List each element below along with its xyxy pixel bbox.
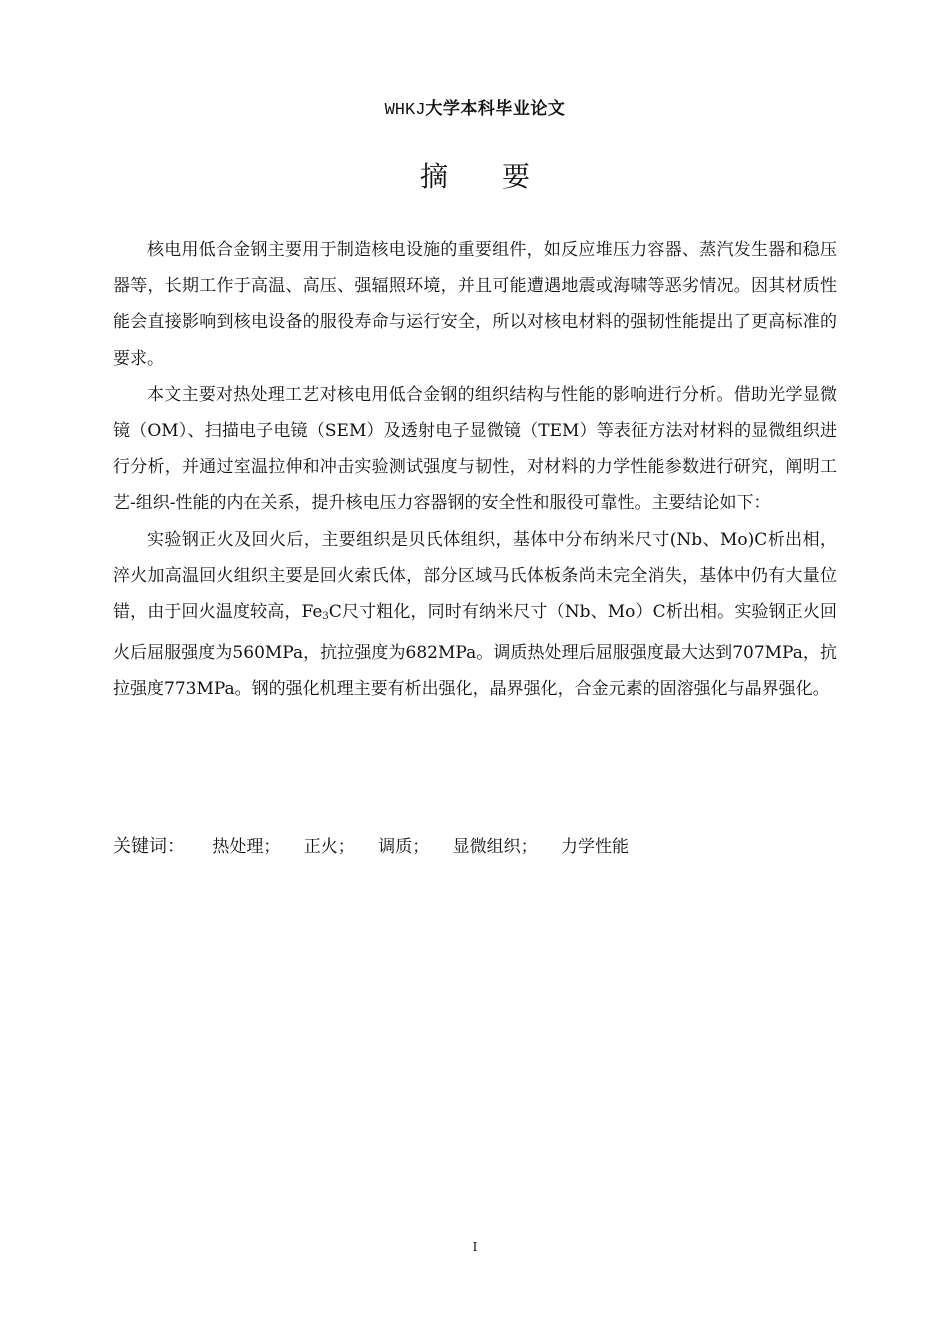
paragraph-1: 核电用低合金钢主要用于制造核电设施的重要组件，如反应堆压力容器、蒸汽发生器和稳压器等，长期工作于高温、高压、强辐照环境，并且可能遭遇地震或海啸等恶劣情况。因其材质性能会直接影响到核电设备的服役寿命与运行安全，所以对核电材料的强韧性能提出了更高标准的要求。 (113, 240, 837, 369)
paragraph-2: 本文主要对热处理工艺对核电用低合金钢的组织结构与性能的影响进行分析。借助光学显微镜（OM）、扫描电子电镜（SEM）及透射电子显微镜（TEM）等表征方法对材料的显微组织进行分析，并通过室温拉伸和冲击实验测试强度与韧性，对材料的力学性能参数进行研究，阐明工艺-组织-性能的内在关系，提升核电压力容器钢的安全性和服役可靠性。主要结论如下： (113, 384, 837, 514)
keyword-item: 调质； (378, 837, 430, 857)
document-header (0, 94, 950, 120)
keyword-item: 热处理； (212, 837, 281, 857)
keyword-item: 力学性能 (561, 837, 630, 857)
keywords-line (113, 832, 837, 862)
paragraph-3 (113, 522, 837, 708)
keywords-label: 关键词： (113, 836, 185, 857)
header-school: 大学本科毕业论文 (425, 99, 566, 119)
keyword-item: 显微组织； (452, 837, 538, 857)
paragraph-3-part-b: C尺寸粗化，同时有纳米尺寸（Nb、Mo）C析出相。实验钢正火回火后屈服强度为560MPa，抗拉强度为682MPa。调质热处理后屈服强度最大达到707MPa，抗拉强度773MPa。钢的强化机理主要有析出强化，晶界强化，合金元素的固溶强化与晶界强化。 (113, 602, 837, 700)
paragraph-3-subscript: 3 (322, 611, 329, 623)
keyword-item: 正火； (303, 837, 355, 857)
title-char-1: 摘 (419, 160, 448, 193)
paragraph-3-part-a: 实验钢正火及回火后，主要组织是贝氏体组织，基体中分布纳米尺寸(Nb、Mo)C析出相，淬火加高温回火组织主要是回火索氏体，部分区域马氏体板条尚未完全消失，基体中仍有大量位错，由于回火温度较高，Fe (113, 529, 837, 623)
abstract-body (113, 232, 837, 708)
abstract-title (0, 155, 950, 195)
title-char-2: 要 (502, 160, 531, 193)
header-org: WHKJ (384, 101, 426, 120)
page-number: I (472, 1240, 478, 1254)
